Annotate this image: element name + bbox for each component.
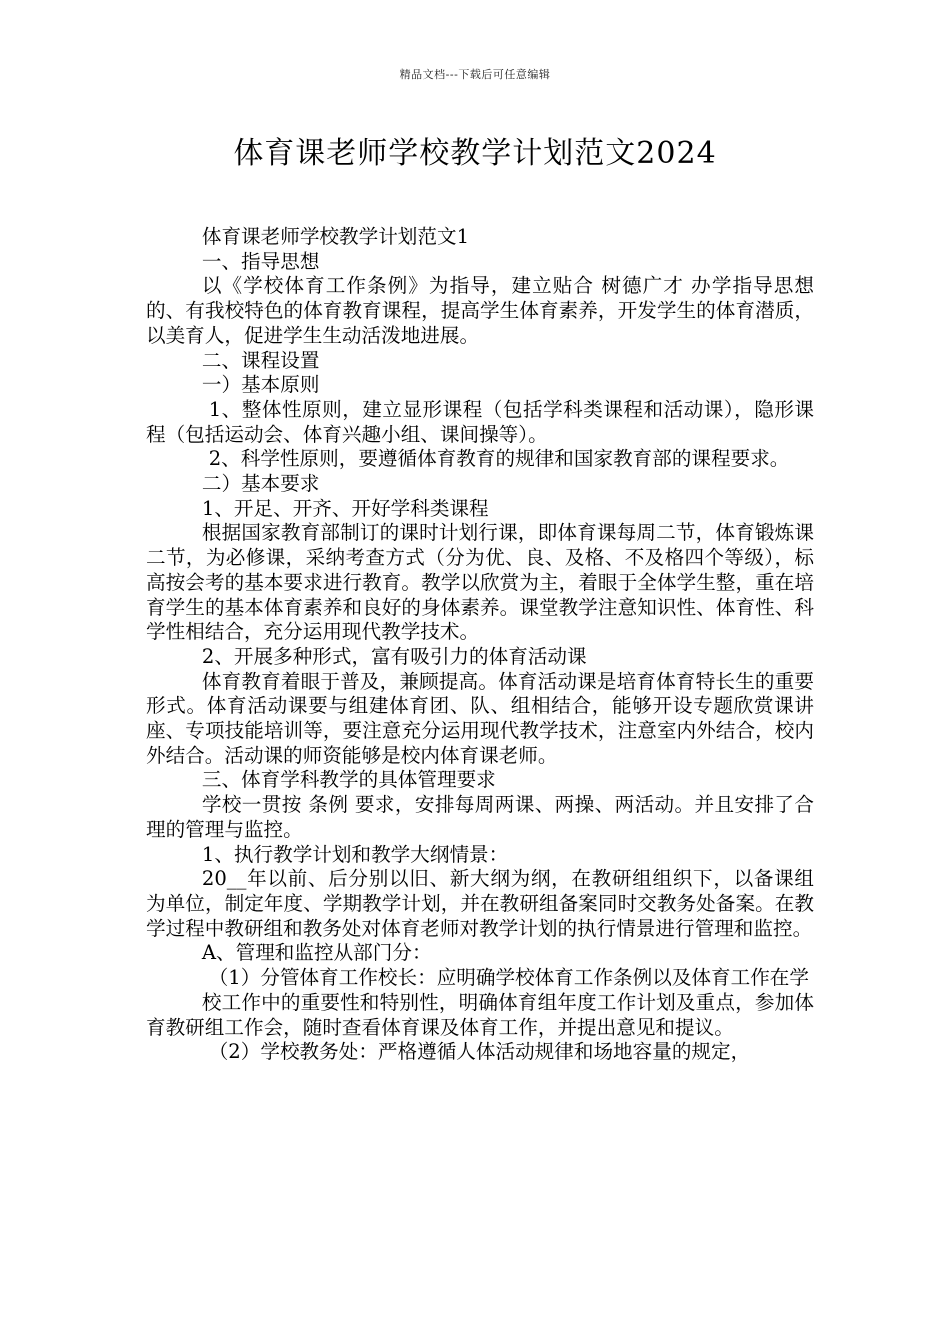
paragraph: 以《学校体育工作条例》为指导，建立贴合 树德广才 办学指导思想的、有我校特色的体育教育课程，提高学生体育素养，开发学生的体育潜质，以美育人，促进学生生动活泼地进展。 (146, 274, 814, 347)
paragraph: 2、开展多种形式，富有吸引力的体育活动课 (201, 644, 587, 668)
paragraph: 1、开足、开齐、开好学科类课程 (201, 496, 489, 520)
paragraph: 学校一贯按 条例 要求，安排每周两课、两操、两活动。并且安排了合理的管理与监控。 (146, 793, 814, 841)
section-subtitle: 体育课老师学校教学计划范文1 (201, 225, 470, 248)
paragraph: 1、执行教学计划和教学大纲情景： (201, 842, 509, 866)
heading-basic-requirements: 二）基本要求 (201, 472, 320, 496)
paragraph: A、管理和监控从部门分： (201, 941, 432, 965)
paragraph: （2）学校教务处：严格遵循人体活动规律和场地容量的规定， (208, 1040, 751, 1064)
document-title: 体育课老师学校教学计划范文2024 (233, 136, 717, 171)
header-note: 精品文档---下载后可任意编辑 (399, 68, 551, 81)
paragraph: 20__年以前、后分别以旧、新大纲为纲，在教研组组织下，以备课组为单位，制定年度、学期教学计划，并在教研组备案同时交教务处备案。在教学过程中教研组和教务处对体育老师对教学计划的执行情景进行管理和监控。 (146, 867, 814, 940)
heading-basic-principles: 一）基本原则 (201, 373, 320, 397)
heading-course-setting: 二、课程设置 (201, 348, 320, 372)
paragraph: 根据国家教育部制订的课时计划行课，即体育课每周二节，体育锻炼课二节，为必修课，采纳考查方式（分为优、良、及格、不及格四个等级），标高按会考的基本要求进行教育。教学以欣赏为主，着眼于全体学生整，重在培育学生的基本体育素养和良好的身体素养。课堂教学注意知识性、体育性、科学性相结合，充分运用现代教学技术。 (146, 521, 814, 644)
paragraph: 1、整体性原则，建立显形课程（包括学科类课程和活动课），隐形课程（包括运动会、体育兴趣小组、课间操等）。 (146, 397, 814, 446)
paragraph: 体育教育着眼于普及，兼顾提高。体育活动课是培育体育特长生的重要形式。体育活动课要与组建体育团、队、组相结合，能够开设专题欣赏课讲座、专项技能培训等，要注意充分运用现代教学技术，注意室内外结合，校内外结合。活动课的师资能够是校内体育课老师。 (146, 669, 814, 767)
heading-guiding-ideology: 一、指导思想 (201, 249, 320, 273)
heading-management-requirements: 三、体育学科教学的具体管理要求 (201, 768, 496, 792)
paragraph: 校工作中的重要性和特别性，明确体育组年度工作计划及重点，参加体育教研组工作会，随时查看体育课及体育工作，并提出意见和提议。 (146, 990, 814, 1039)
paragraph: （1）分管体育工作校长：应明确学校体育工作条例以及体育工作在学 (208, 966, 809, 990)
paragraph: 2、科学性原则，要遵循体育教育的规律和国家教育部的课程要求。 (208, 447, 790, 471)
document-body (146, 225, 814, 1065)
